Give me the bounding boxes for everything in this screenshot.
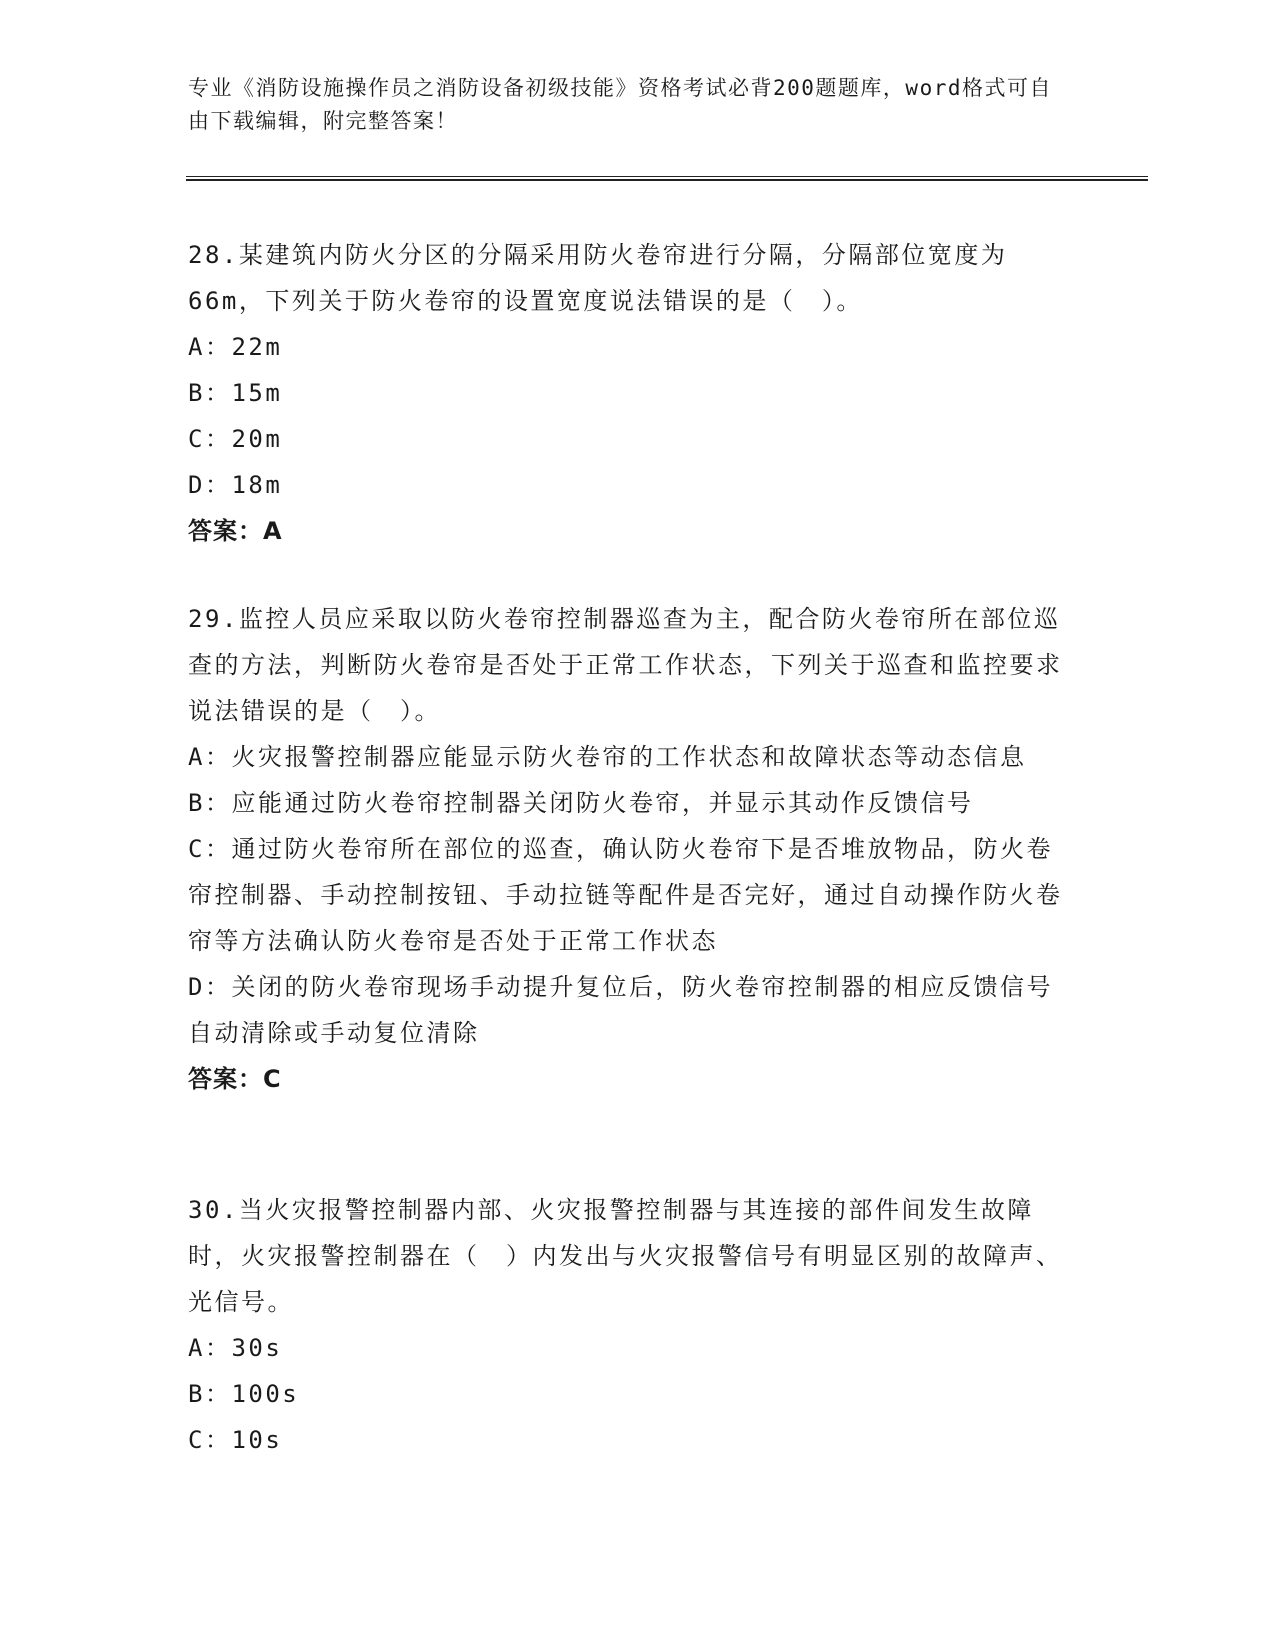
question-30: [188, 1187, 1068, 1463]
question-28: [188, 232, 1068, 554]
option-c: C：10s: [188, 1426, 283, 1454]
option-b: B：100s: [188, 1380, 300, 1408]
header-divider: [186, 176, 1148, 181]
question-stem: 29.监控人员应采取以防火卷帘控制器巡查为主，配合防火卷帘所在部位巡查的方法，判断防火卷帘是否处于正常工作状态，下列关于巡查和监控要求说法错误的是（ ）。: [188, 605, 1063, 725]
document-header: 专业《消防设施操作员之消防设备初级技能》资格考试必背200题题库，word格式可自由下载编辑，附完整答案！: [188, 76, 1052, 133]
option-c: C：20m: [188, 425, 283, 453]
option-d: D：18m: [188, 471, 283, 499]
answer-label: 答案：A: [188, 517, 283, 545]
question-stem: 30.当火灾报警控制器内部、火灾报警控制器与其连接的部件间发生故障时，火灾报警控制器在（ ）内发出与火灾报警信号有明显区别的故障声、光信号。: [188, 1196, 1063, 1316]
option-a: A：30s: [188, 1334, 283, 1362]
answer-label: 答案：C: [188, 1065, 282, 1093]
question-29: [188, 596, 1068, 1102]
option-c: C：通过防火卷帘所在部位的巡查，确认防火卷帘下是否堆放物品，防火卷帘控制器、手动控制按钮、手动拉链等配件是否完好，通过自动操作防火卷帘等方法确认防火卷帘是否处于正常工作状态: [188, 835, 1063, 955]
option-a: A：火灾报警控制器应能显示防火卷帘的工作状态和故障状态等动态信息: [188, 743, 1027, 771]
question-stem: 28.某建筑内防火分区的分隔采用防火卷帘进行分隔，分隔部位宽度为66m，下列关于防火卷帘的设置宽度说法错误的是（ ）。: [188, 241, 1008, 315]
option-a: A：22m: [188, 333, 283, 361]
option-b: B：应能通过防火卷帘控制器关闭防火卷帘，并显示其动作反馈信号: [188, 789, 974, 817]
option-b: B：15m: [188, 379, 283, 407]
option-d: D：关闭的防火卷帘现场手动提升复位后，防火卷帘控制器的相应反馈信号自动清除或手动复位清除: [188, 973, 1053, 1047]
